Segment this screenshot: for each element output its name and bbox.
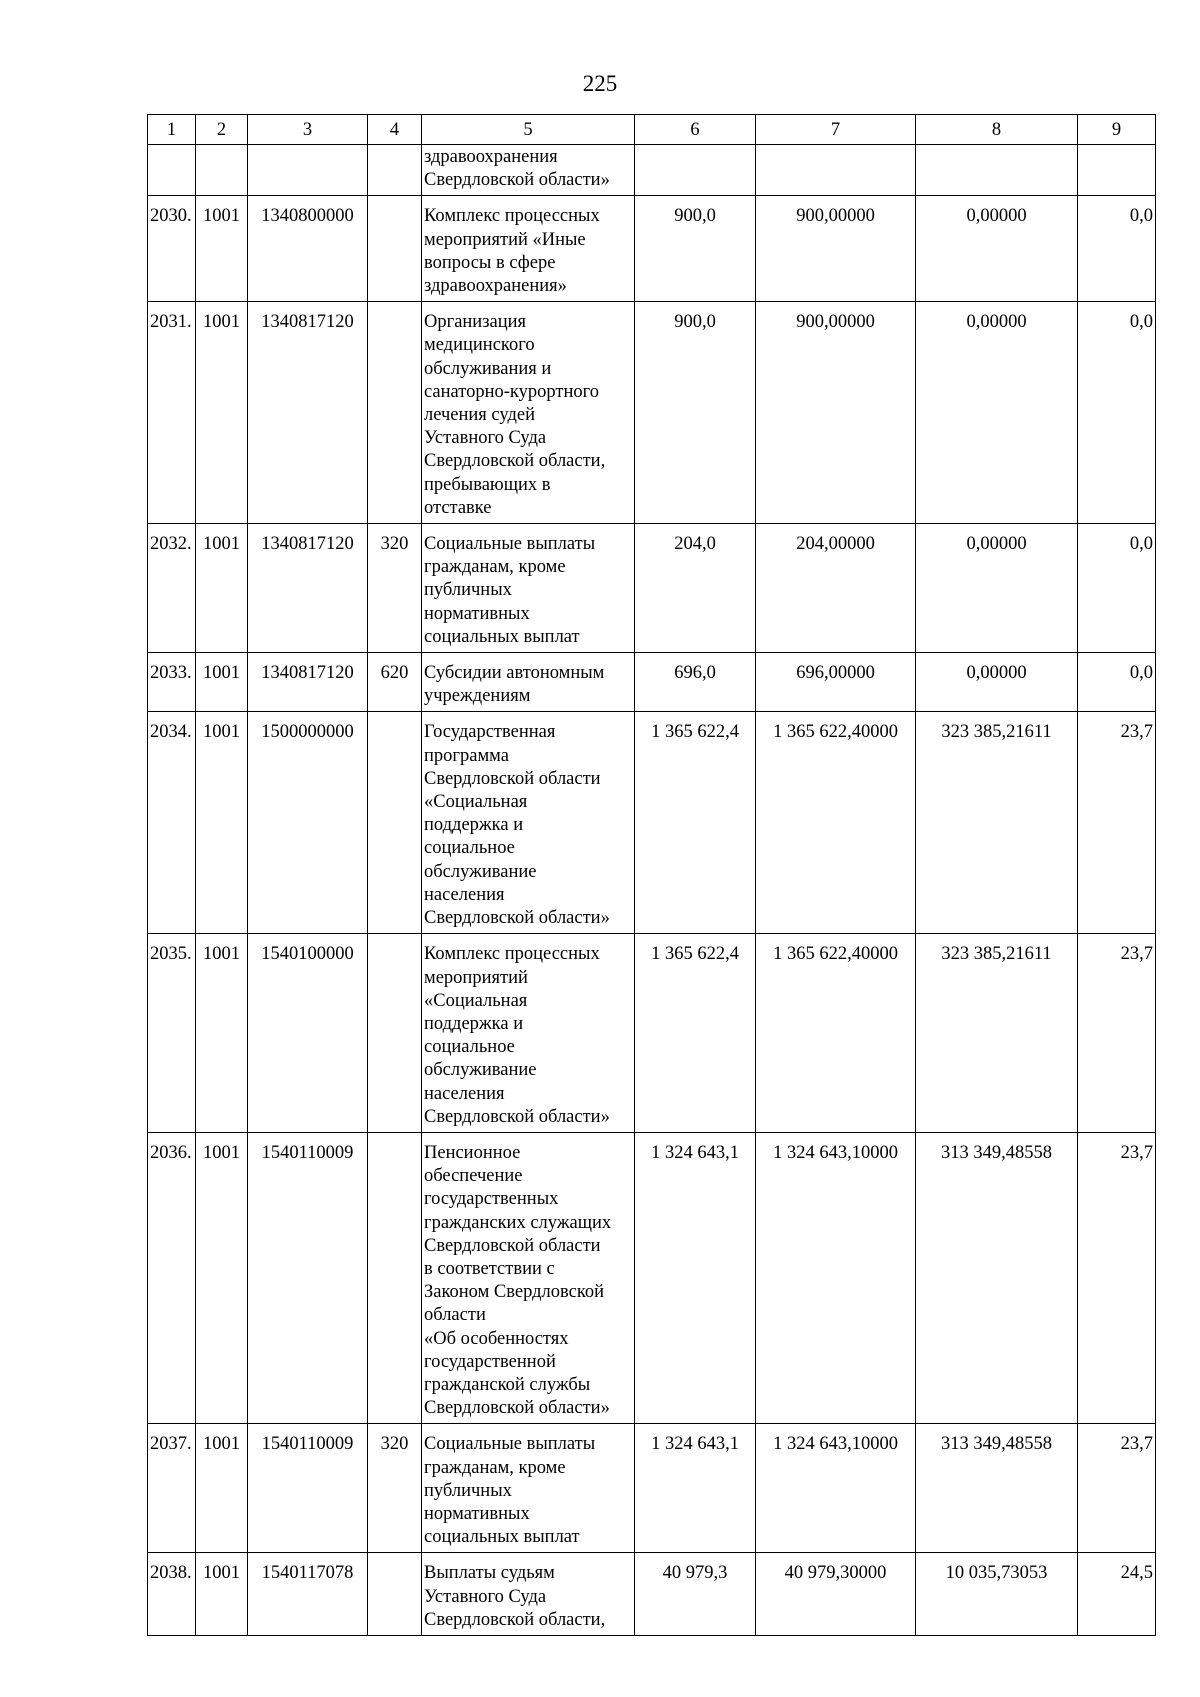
row-number-cell: 2037. bbox=[148, 1424, 196, 1553]
target-code-cell: 1540110009 bbox=[248, 1424, 368, 1553]
name-cell: здравоохранения Свердловской области» bbox=[422, 145, 635, 196]
percent-cell: 23,7 bbox=[1078, 934, 1156, 1133]
executed-amount-cell: 323 385,21611 bbox=[916, 712, 1078, 934]
budget-table bbox=[147, 114, 1156, 1636]
target-code-cell: 1340817120 bbox=[248, 524, 368, 653]
budget-amount-cell: 1 365 622,40000 bbox=[756, 934, 916, 1133]
target-code-cell: 1340817120 bbox=[248, 653, 368, 712]
table-row bbox=[148, 145, 1156, 196]
expense-type-cell bbox=[368, 196, 422, 302]
executed-amount-cell: 323 385,21611 bbox=[916, 934, 1078, 1133]
percent-cell: 24,5 bbox=[1078, 1553, 1156, 1636]
percent-cell: 0,0 bbox=[1078, 302, 1156, 524]
row-number-cell bbox=[148, 145, 196, 196]
row-number-cell: 2031. bbox=[148, 302, 196, 524]
row-number-cell: 2033. bbox=[148, 653, 196, 712]
expense-type-cell bbox=[368, 934, 422, 1133]
name-cell: Государственная программа Свердловской области «Социальная поддержка и социальное обслуживание населения Свердловской области» bbox=[422, 712, 635, 934]
executed-amount-cell: 313 349,48558 bbox=[916, 1132, 1078, 1423]
table-row bbox=[148, 196, 1156, 302]
table-row bbox=[148, 1132, 1156, 1423]
approved-amount-cell: 1 365 622,4 bbox=[635, 712, 756, 934]
section-code-cell: 1001 bbox=[196, 524, 248, 653]
row-number-cell: 2030. bbox=[148, 196, 196, 302]
target-code-cell: 1540100000 bbox=[248, 934, 368, 1133]
name-cell: Выплаты судьям Уставного Суда Свердловской области, bbox=[422, 1553, 635, 1636]
executed-amount-cell: 0,00000 bbox=[916, 524, 1078, 653]
approved-amount-cell: 204,0 bbox=[635, 524, 756, 653]
header-cell: 7 bbox=[756, 115, 916, 145]
target-code-cell: 1340800000 bbox=[248, 196, 368, 302]
table-row bbox=[148, 1424, 1156, 1553]
expense-type-cell bbox=[368, 302, 422, 524]
section-code-cell: 1001 bbox=[196, 1132, 248, 1423]
expense-type-cell: 320 bbox=[368, 1424, 422, 1553]
section-code-cell: 1001 bbox=[196, 302, 248, 524]
row-number-cell: 2036. bbox=[148, 1132, 196, 1423]
percent-cell: 0,0 bbox=[1078, 524, 1156, 653]
page-number: 225 bbox=[582, 71, 618, 96]
budget-amount-cell: 1 324 643,10000 bbox=[756, 1132, 916, 1423]
row-number-cell: 2032. bbox=[148, 524, 196, 653]
section-code-cell bbox=[196, 145, 248, 196]
approved-amount-cell: 1 324 643,1 bbox=[635, 1424, 756, 1553]
target-code-cell: 1500000000 bbox=[248, 712, 368, 934]
approved-amount-cell: 1 324 643,1 bbox=[635, 1132, 756, 1423]
expense-type-cell bbox=[368, 1553, 422, 1636]
executed-amount-cell bbox=[916, 145, 1078, 196]
target-code-cell bbox=[248, 145, 368, 196]
section-code-cell: 1001 bbox=[196, 1424, 248, 1553]
name-cell: Комплекс процессных мероприятий «Социальная поддержка и социальное обслуживание населения Свердловской области» bbox=[422, 934, 635, 1133]
executed-amount-cell: 313 349,48558 bbox=[916, 1424, 1078, 1553]
budget-amount-cell: 40 979,30000 bbox=[756, 1553, 916, 1636]
table-row bbox=[148, 934, 1156, 1133]
header-cell: 9 bbox=[1078, 115, 1156, 145]
table-body bbox=[148, 145, 1156, 1636]
header-cell: 4 bbox=[368, 115, 422, 145]
budget-amount-cell: 696,00000 bbox=[756, 653, 916, 712]
budget-amount-cell: 900,00000 bbox=[756, 196, 916, 302]
header-cell: 1 bbox=[148, 115, 196, 145]
section-code-cell: 1001 bbox=[196, 653, 248, 712]
name-cell: Социальные выплаты гражданам, кроме публичных нормативных социальных выплат bbox=[422, 524, 635, 653]
budget-amount-cell: 1 324 643,10000 bbox=[756, 1424, 916, 1553]
executed-amount-cell: 0,00000 bbox=[916, 196, 1078, 302]
percent-cell: 23,7 bbox=[1078, 712, 1156, 934]
section-code-cell: 1001 bbox=[196, 196, 248, 302]
expense-type-cell: 620 bbox=[368, 653, 422, 712]
executed-amount-cell: 0,00000 bbox=[916, 302, 1078, 524]
name-cell: Организация медицинского обслуживания и санаторно-курортного лечения судей Уставного Суда Свердловской области, пребывающих в отставке bbox=[422, 302, 635, 524]
name-cell: Пенсионное обеспечение государственных гражданских служащих Свердловской области в соответствии с Законом Свердловской области «Об особенностях государственной гражданской службы Свердловской области» bbox=[422, 1132, 635, 1423]
budget-amount-cell: 1 365 622,40000 bbox=[756, 712, 916, 934]
target-code-cell: 1340817120 bbox=[248, 302, 368, 524]
percent-cell: 23,7 bbox=[1078, 1424, 1156, 1553]
header-cell: 3 bbox=[248, 115, 368, 145]
approved-amount-cell bbox=[635, 145, 756, 196]
executed-amount-cell: 10 035,73053 bbox=[916, 1553, 1078, 1636]
header-cell: 6 bbox=[635, 115, 756, 145]
approved-amount-cell: 1 365 622,4 bbox=[635, 934, 756, 1133]
approved-amount-cell: 900,0 bbox=[635, 302, 756, 524]
expense-type-cell bbox=[368, 145, 422, 196]
header-cell: 8 bbox=[916, 115, 1078, 145]
approved-amount-cell: 40 979,3 bbox=[635, 1553, 756, 1636]
section-code-cell: 1001 bbox=[196, 1553, 248, 1636]
header-row bbox=[148, 115, 1156, 145]
percent-cell: 23,7 bbox=[1078, 1132, 1156, 1423]
section-code-cell: 1001 bbox=[196, 712, 248, 934]
header-cell: 5 bbox=[422, 115, 635, 145]
approved-amount-cell: 900,0 bbox=[635, 196, 756, 302]
expense-type-cell: 320 bbox=[368, 524, 422, 653]
target-code-cell: 1540117078 bbox=[248, 1553, 368, 1636]
table-row bbox=[148, 653, 1156, 712]
name-cell: Социальные выплаты гражданам, кроме публичных нормативных социальных выплат bbox=[422, 1424, 635, 1553]
expense-type-cell bbox=[368, 712, 422, 934]
row-number-cell: 2035. bbox=[148, 934, 196, 1133]
approved-amount-cell: 696,0 bbox=[635, 653, 756, 712]
header-cell: 2 bbox=[196, 115, 248, 145]
target-code-cell: 1540110009 bbox=[248, 1132, 368, 1423]
expense-type-cell bbox=[368, 1132, 422, 1423]
table-row bbox=[148, 1553, 1156, 1636]
percent-cell: 0,0 bbox=[1078, 653, 1156, 712]
section-code-cell: 1001 bbox=[196, 934, 248, 1133]
name-cell: Комплекс процессных мероприятий «Иные вопросы в сфере здравоохранения» bbox=[422, 196, 635, 302]
percent-cell: 0,0 bbox=[1078, 196, 1156, 302]
row-number-cell: 2038. bbox=[148, 1553, 196, 1636]
table-row bbox=[148, 524, 1156, 653]
table-row bbox=[148, 302, 1156, 524]
row-number-cell: 2034. bbox=[148, 712, 196, 934]
budget-amount-cell: 204,00000 bbox=[756, 524, 916, 653]
table-header bbox=[148, 115, 1156, 145]
table-row bbox=[148, 712, 1156, 934]
budget-amount-cell: 900,00000 bbox=[756, 302, 916, 524]
percent-cell bbox=[1078, 145, 1156, 196]
budget-amount-cell bbox=[756, 145, 916, 196]
executed-amount-cell: 0,00000 bbox=[916, 653, 1078, 712]
name-cell: Субсидии автономным учреждениям bbox=[422, 653, 635, 712]
